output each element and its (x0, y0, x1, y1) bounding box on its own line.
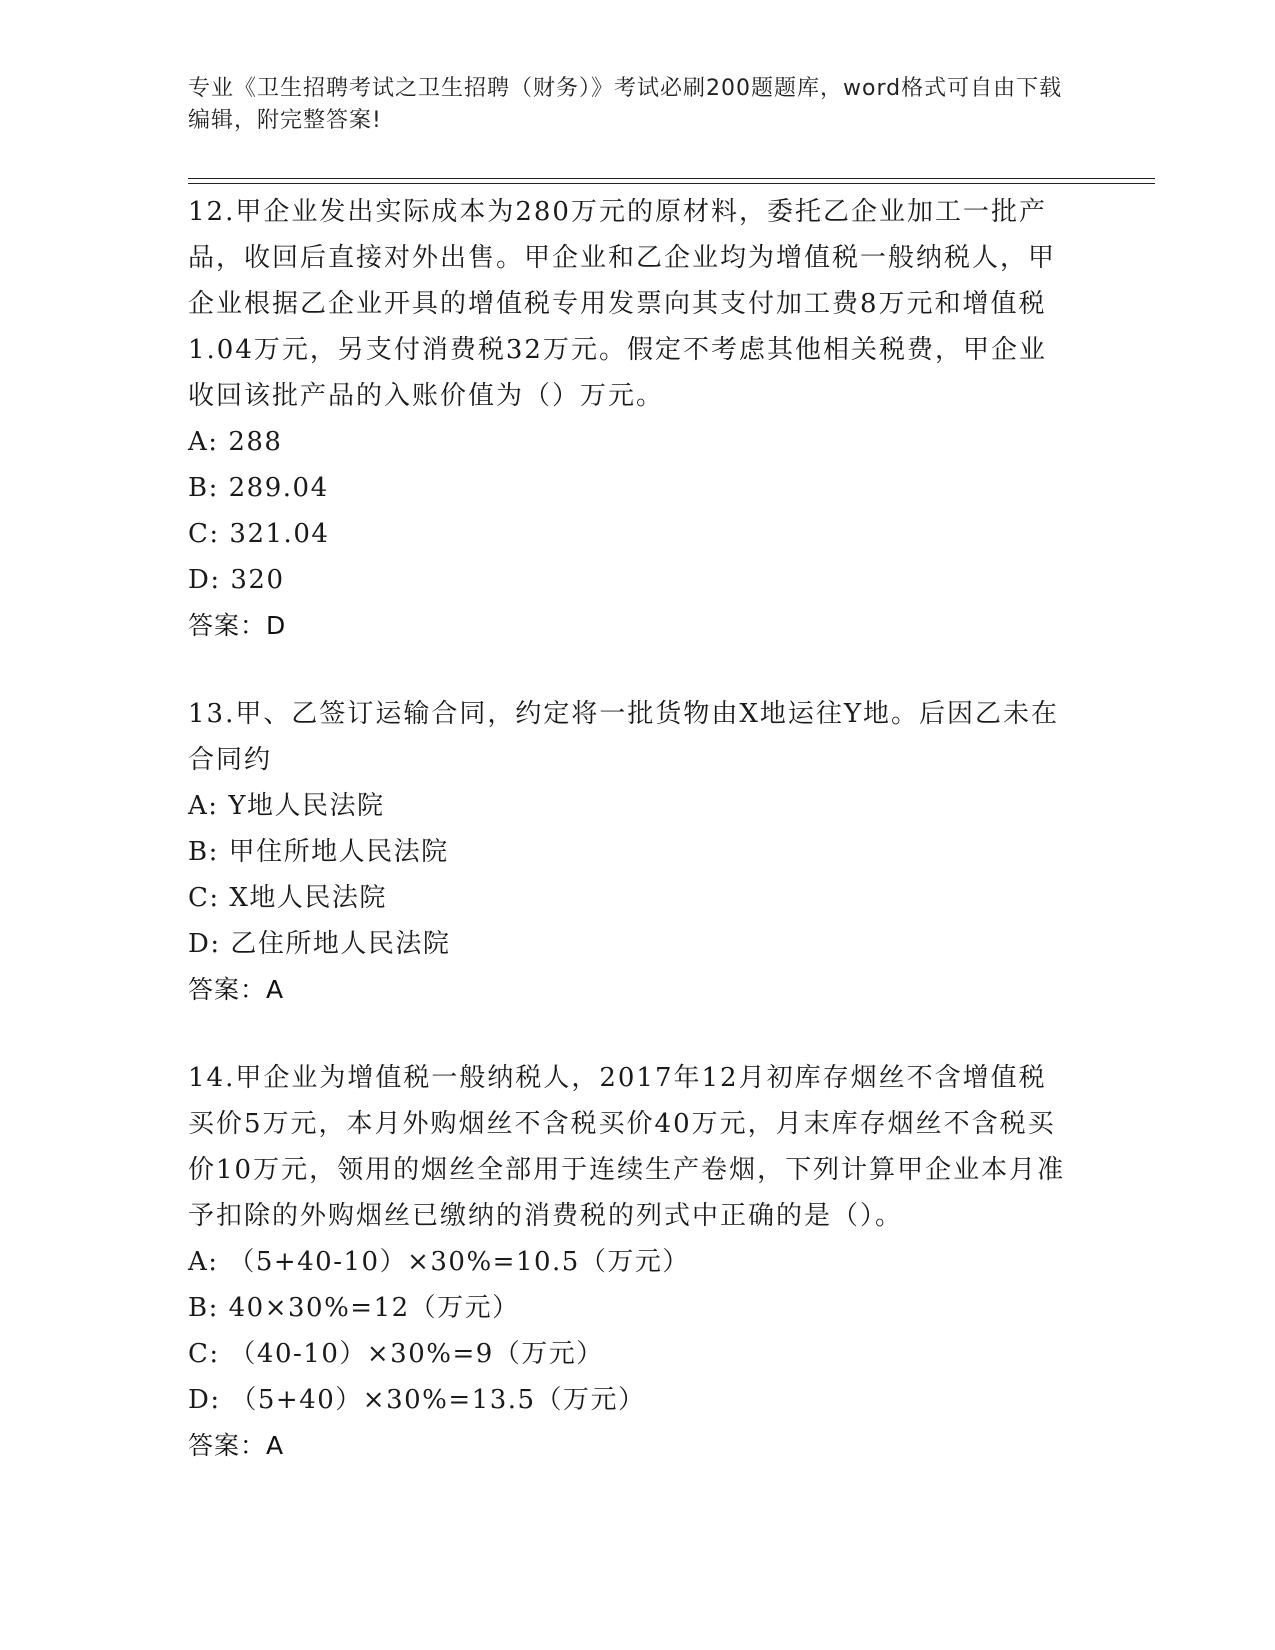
document-intro: 专业《卫生招聘考试之卫生招聘（财务）》考试必刷200题题库，word格式可自由下载编辑，附完整答案! (188, 76, 1063, 133)
option-text: 288 (228, 427, 283, 457)
option-text: 289.04 (228, 473, 329, 503)
option-text: （5+40-10）×30%=10.5（万元） (228, 1247, 690, 1277)
option-text: 甲住所地人民法院 (228, 837, 449, 867)
answer-line: 答案：A (188, 1431, 285, 1460)
header-divider-top (188, 178, 1155, 179)
option-d (188, 1377, 1068, 1423)
question-stem: 14.甲企业为增值税一般纳税人，2017年12月初库存烟丝不含增值税买价5万元，本月外购烟丝不含税买价40万元，月末库存烟丝不含税买价10万元，领用的烟丝全部用于连续生产卷烟，下列计算甲企业本月准予扣除的外购烟丝已缴纳的消费税的列式中正确的是（）。 (188, 1063, 1066, 1231)
option-letter: B: (188, 1293, 219, 1323)
option-c (188, 875, 1068, 921)
option-b (188, 1285, 1068, 1331)
option-text: 40×30%=12（万元） (228, 1293, 520, 1323)
option-letter: A: (188, 791, 219, 821)
question-stem: 12.甲企业发出实际成本为280万元的原材料，委托乙企业加工一批产品，收回后直接对外出售。甲企业和乙企业均为增值税一般纳税人，甲企业根据乙企业开具的增值税专用发票向其支付加工费8万元和增值税1.04万元，另支付消费税32万元。假定不考虑其他相关税费，甲企业收回该批产品的入账价值为（）万元。 (188, 197, 1057, 411)
option-text: X地人民法院 (229, 883, 387, 913)
option-c (188, 1331, 1068, 1377)
question-13 (188, 691, 1068, 1013)
answer-line: 答案：A (188, 975, 285, 1004)
option-a (188, 783, 1068, 829)
option-letter: A: (188, 427, 219, 457)
option-b (188, 465, 1068, 511)
option-text: Y地人民法院 (228, 791, 385, 821)
question-12 (188, 189, 1068, 649)
option-a (188, 1239, 1068, 1285)
option-letter: B: (188, 837, 219, 867)
question-14 (188, 1055, 1068, 1469)
option-letter: D: (188, 565, 221, 595)
question-stem: 13.甲、乙签订运输合同，约定将一批货物由X地运往Y地。后因乙未在合同约 (188, 699, 1060, 775)
option-d (188, 557, 1068, 603)
header-divider-bottom (188, 183, 1155, 184)
option-c (188, 511, 1068, 557)
option-text: （5+40）×30%=13.5（万元） (230, 1385, 646, 1415)
option-text: （40-10）×30%=9（万元） (229, 1339, 604, 1369)
option-d (188, 921, 1068, 967)
option-text: 321.04 (229, 519, 330, 549)
option-letter: C: (188, 519, 220, 549)
option-letter: D: (188, 1385, 221, 1415)
option-letter: A: (188, 1247, 219, 1277)
option-letter: B: (188, 473, 219, 503)
option-text: 乙住所地人民法院 (230, 929, 451, 959)
option-a (188, 419, 1068, 465)
option-letter: C: (188, 1339, 220, 1369)
option-letter: D: (188, 929, 221, 959)
option-b (188, 829, 1068, 875)
option-text: 320 (230, 565, 285, 595)
option-letter: C: (188, 883, 220, 913)
answer-line: 答案：D (188, 611, 287, 640)
